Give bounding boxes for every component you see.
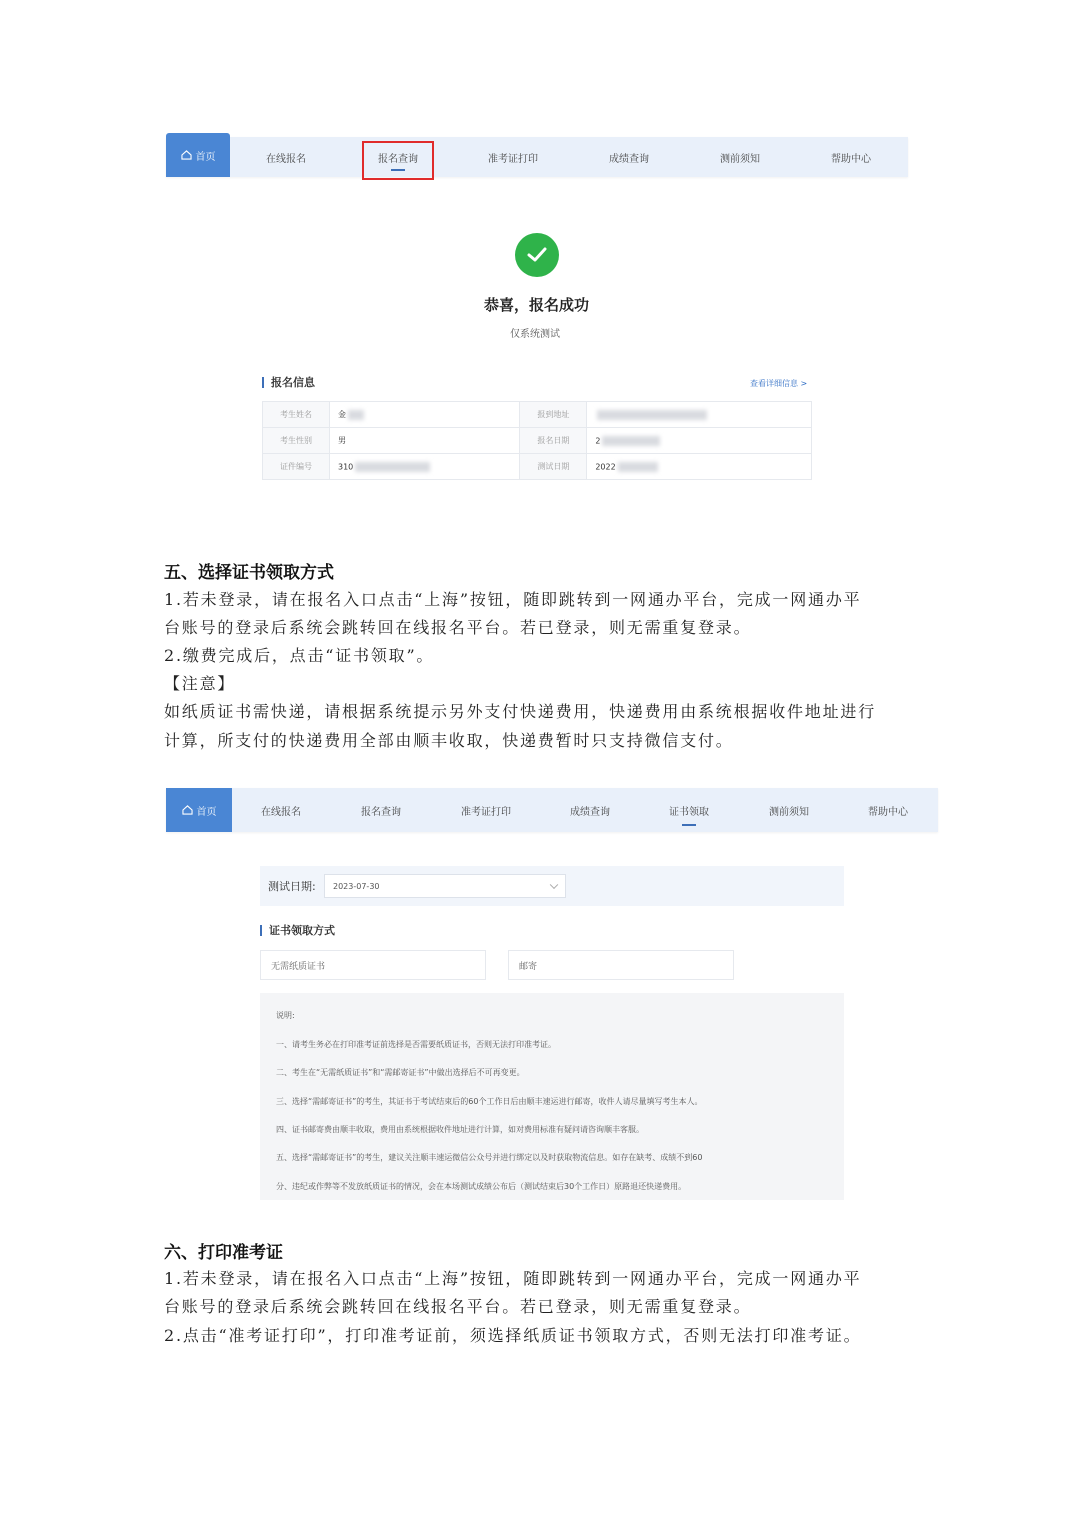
screenshot-certificate-collection [166, 788, 938, 1200]
test-date-value: 2023-07-30 [333, 881, 380, 891]
option-mail[interactable] [508, 950, 734, 980]
redacted-value [355, 462, 430, 472]
nav-home[interactable] [166, 133, 230, 177]
section-title: 证书领取方式 [260, 925, 335, 936]
check-circle-icon [515, 233, 559, 277]
nav-certificate-collect[interactable] [649, 788, 729, 832]
redacted-value [618, 462, 658, 472]
nav-help-center[interactable] [848, 788, 928, 832]
table-cell [587, 428, 812, 454]
success-card [166, 195, 908, 510]
section6-line: 2.点击“准考证打印”，打印准考证前，须选择纸质证书领取方式，否则无法打印准考证。 [164, 1326, 862, 1345]
nav-label: 帮助中心 [868, 806, 908, 818]
note-line: 五、选择“需邮寄证书”的考生，建议关注顺丰速运微信公众号并进行绑定以及时获取物流信息。如存在缺考、成绩不到60 [276, 1153, 703, 1162]
table-row [263, 402, 812, 428]
cell-value: 金 [338, 410, 346, 419]
top-nav [166, 788, 938, 832]
nav-label: 成绩查询 [609, 153, 649, 165]
section5-line: 2.缴费完成后，点击“证书领取”。 [164, 646, 435, 665]
highlight-box [362, 141, 434, 180]
table-cell [587, 454, 812, 480]
section5-line: 台账号的登录后系统会跳转回在线报名平台。若已登录，则无需重复登录。 [164, 618, 752, 637]
success-subtitle: 仅系统测试 [510, 329, 560, 340]
nav-label: 准考证打印 [488, 153, 538, 165]
nav-home-label: 首页 [196, 806, 217, 818]
table-cell: 报名日期 [520, 428, 587, 454]
table-row [263, 428, 812, 454]
chevron-down-icon [550, 881, 558, 889]
nav-home-label: 首页 [195, 151, 216, 163]
option-label: 无需纸质证书 [271, 961, 326, 972]
notes-box [260, 993, 844, 1200]
nav-label: 准考证打印 [461, 806, 511, 818]
table-cell: 考生姓名 [263, 402, 330, 428]
nav-home[interactable] [166, 788, 232, 832]
section6-line: 1.若未登录，请在报名入口点击“上海”按钮，随即跳转到一网通办平台，完成一网通办平 [164, 1269, 862, 1288]
success-title: 恭喜，报名成功 [484, 296, 590, 314]
notes-title: 说明: [276, 1011, 295, 1020]
table-cell [587, 402, 812, 428]
nav-online-register[interactable] [246, 137, 326, 177]
section5-line: 计算，所支付的快递费用全部由顺丰收取，快递费暂时只支持微信支付。 [164, 731, 734, 750]
note-line: 一、请考生务必在打印准考证前选择是否需要纸质证书，否则无法打印准考证。 [276, 1040, 556, 1049]
note-line: 二、考生在“无需纸质证书”和“需邮寄证书”中做出选择后不可再变更。 [276, 1068, 525, 1077]
nav-label: 测前须知 [769, 806, 809, 818]
section5-line: 1.若未登录，请在报名入口点击“上海”按钮，随即跳转到一网通办平台，完成一网通办平 [164, 590, 862, 609]
nav-admission-print[interactable] [473, 137, 553, 177]
section5-line: 【注意】 [164, 674, 236, 693]
nav-label: 在线报名 [266, 153, 306, 165]
nav-label: 帮助中心 [831, 153, 871, 165]
test-date-select[interactable] [324, 874, 566, 898]
nav-score-query[interactable] [589, 137, 669, 177]
table-cell: 男 [330, 428, 520, 454]
view-detail-link[interactable]: 查看详细信息 > [750, 379, 808, 388]
top-nav [166, 137, 908, 177]
cell-value: 2022 [595, 462, 616, 471]
redacted-value [602, 436, 660, 446]
cell-value: 310 [338, 462, 354, 471]
date-filter-bar [260, 866, 844, 906]
nav-score-query[interactable] [550, 788, 630, 832]
option-no-paper-certificate[interactable] [260, 950, 486, 980]
nav-register-query[interactable] [341, 788, 421, 832]
table-cell: 报到地址 [520, 402, 587, 428]
nav-label: 测前须知 [720, 153, 760, 165]
table-cell: 考生性别 [263, 428, 330, 454]
nav-pretest-notice[interactable] [700, 137, 780, 177]
table-cell: 测试日期 [520, 454, 587, 480]
nav-label: 成绩查询 [570, 806, 610, 818]
table-cell [330, 454, 520, 480]
note-line: 三、选择“需邮寄证书”的考生，其证书于考试结束后的60个工作日后由顺丰速运进行邮寄，收件人请尽量填写考生本人。 [276, 1097, 703, 1106]
redacted-value [348, 410, 364, 420]
home-icon [181, 150, 192, 160]
nav-label: 在线报名 [261, 806, 301, 818]
section6-heading: 六、打印准考证 [164, 1243, 283, 1263]
table-cell [330, 402, 520, 428]
table-cell: 证件编号 [263, 454, 330, 480]
redacted-value [597, 410, 707, 420]
nav-label: 报名查询 [378, 153, 418, 165]
nav-label: 证书领取 [669, 806, 709, 818]
section5-heading: 五、选择证书领取方式 [164, 563, 334, 583]
option-label: 邮寄 [519, 961, 538, 972]
nav-pretest-notice[interactable] [749, 788, 829, 832]
section6-line: 台账号的登录后系统会跳转回在线报名平台。若已登录，则无需重复登录。 [164, 1297, 752, 1316]
active-underline [682, 824, 696, 826]
table-row [263, 454, 812, 480]
cell-value: 2 [595, 436, 601, 445]
nav-label: 报名查询 [361, 806, 401, 818]
nav-online-register[interactable] [241, 788, 321, 832]
screenshot-registration-success [166, 137, 908, 510]
nav-admission-print[interactable] [444, 788, 528, 832]
section5-line: 如纸质证书需快递，请根据系统提示另外支付快递费用，快递费用由系统根据收件地址进行 [164, 702, 877, 721]
registration-info-table [262, 401, 812, 480]
section-title: 报名信息 [262, 377, 315, 388]
note-line: 分、违纪或作弊等不发放纸质证书的情况，会在本场测试成绩公布后（测试结束后30个工作日）原路退还快递费用。 [276, 1182, 687, 1191]
nav-help-center[interactable] [811, 137, 891, 177]
test-date-label: 测试日期: [268, 880, 316, 893]
home-icon [182, 805, 193, 815]
note-line: 四、证书邮寄费由顺丰收取，费用由系统根据收件地址进行计算，如对费用标准有疑问请咨询顺丰客服。 [276, 1125, 644, 1134]
